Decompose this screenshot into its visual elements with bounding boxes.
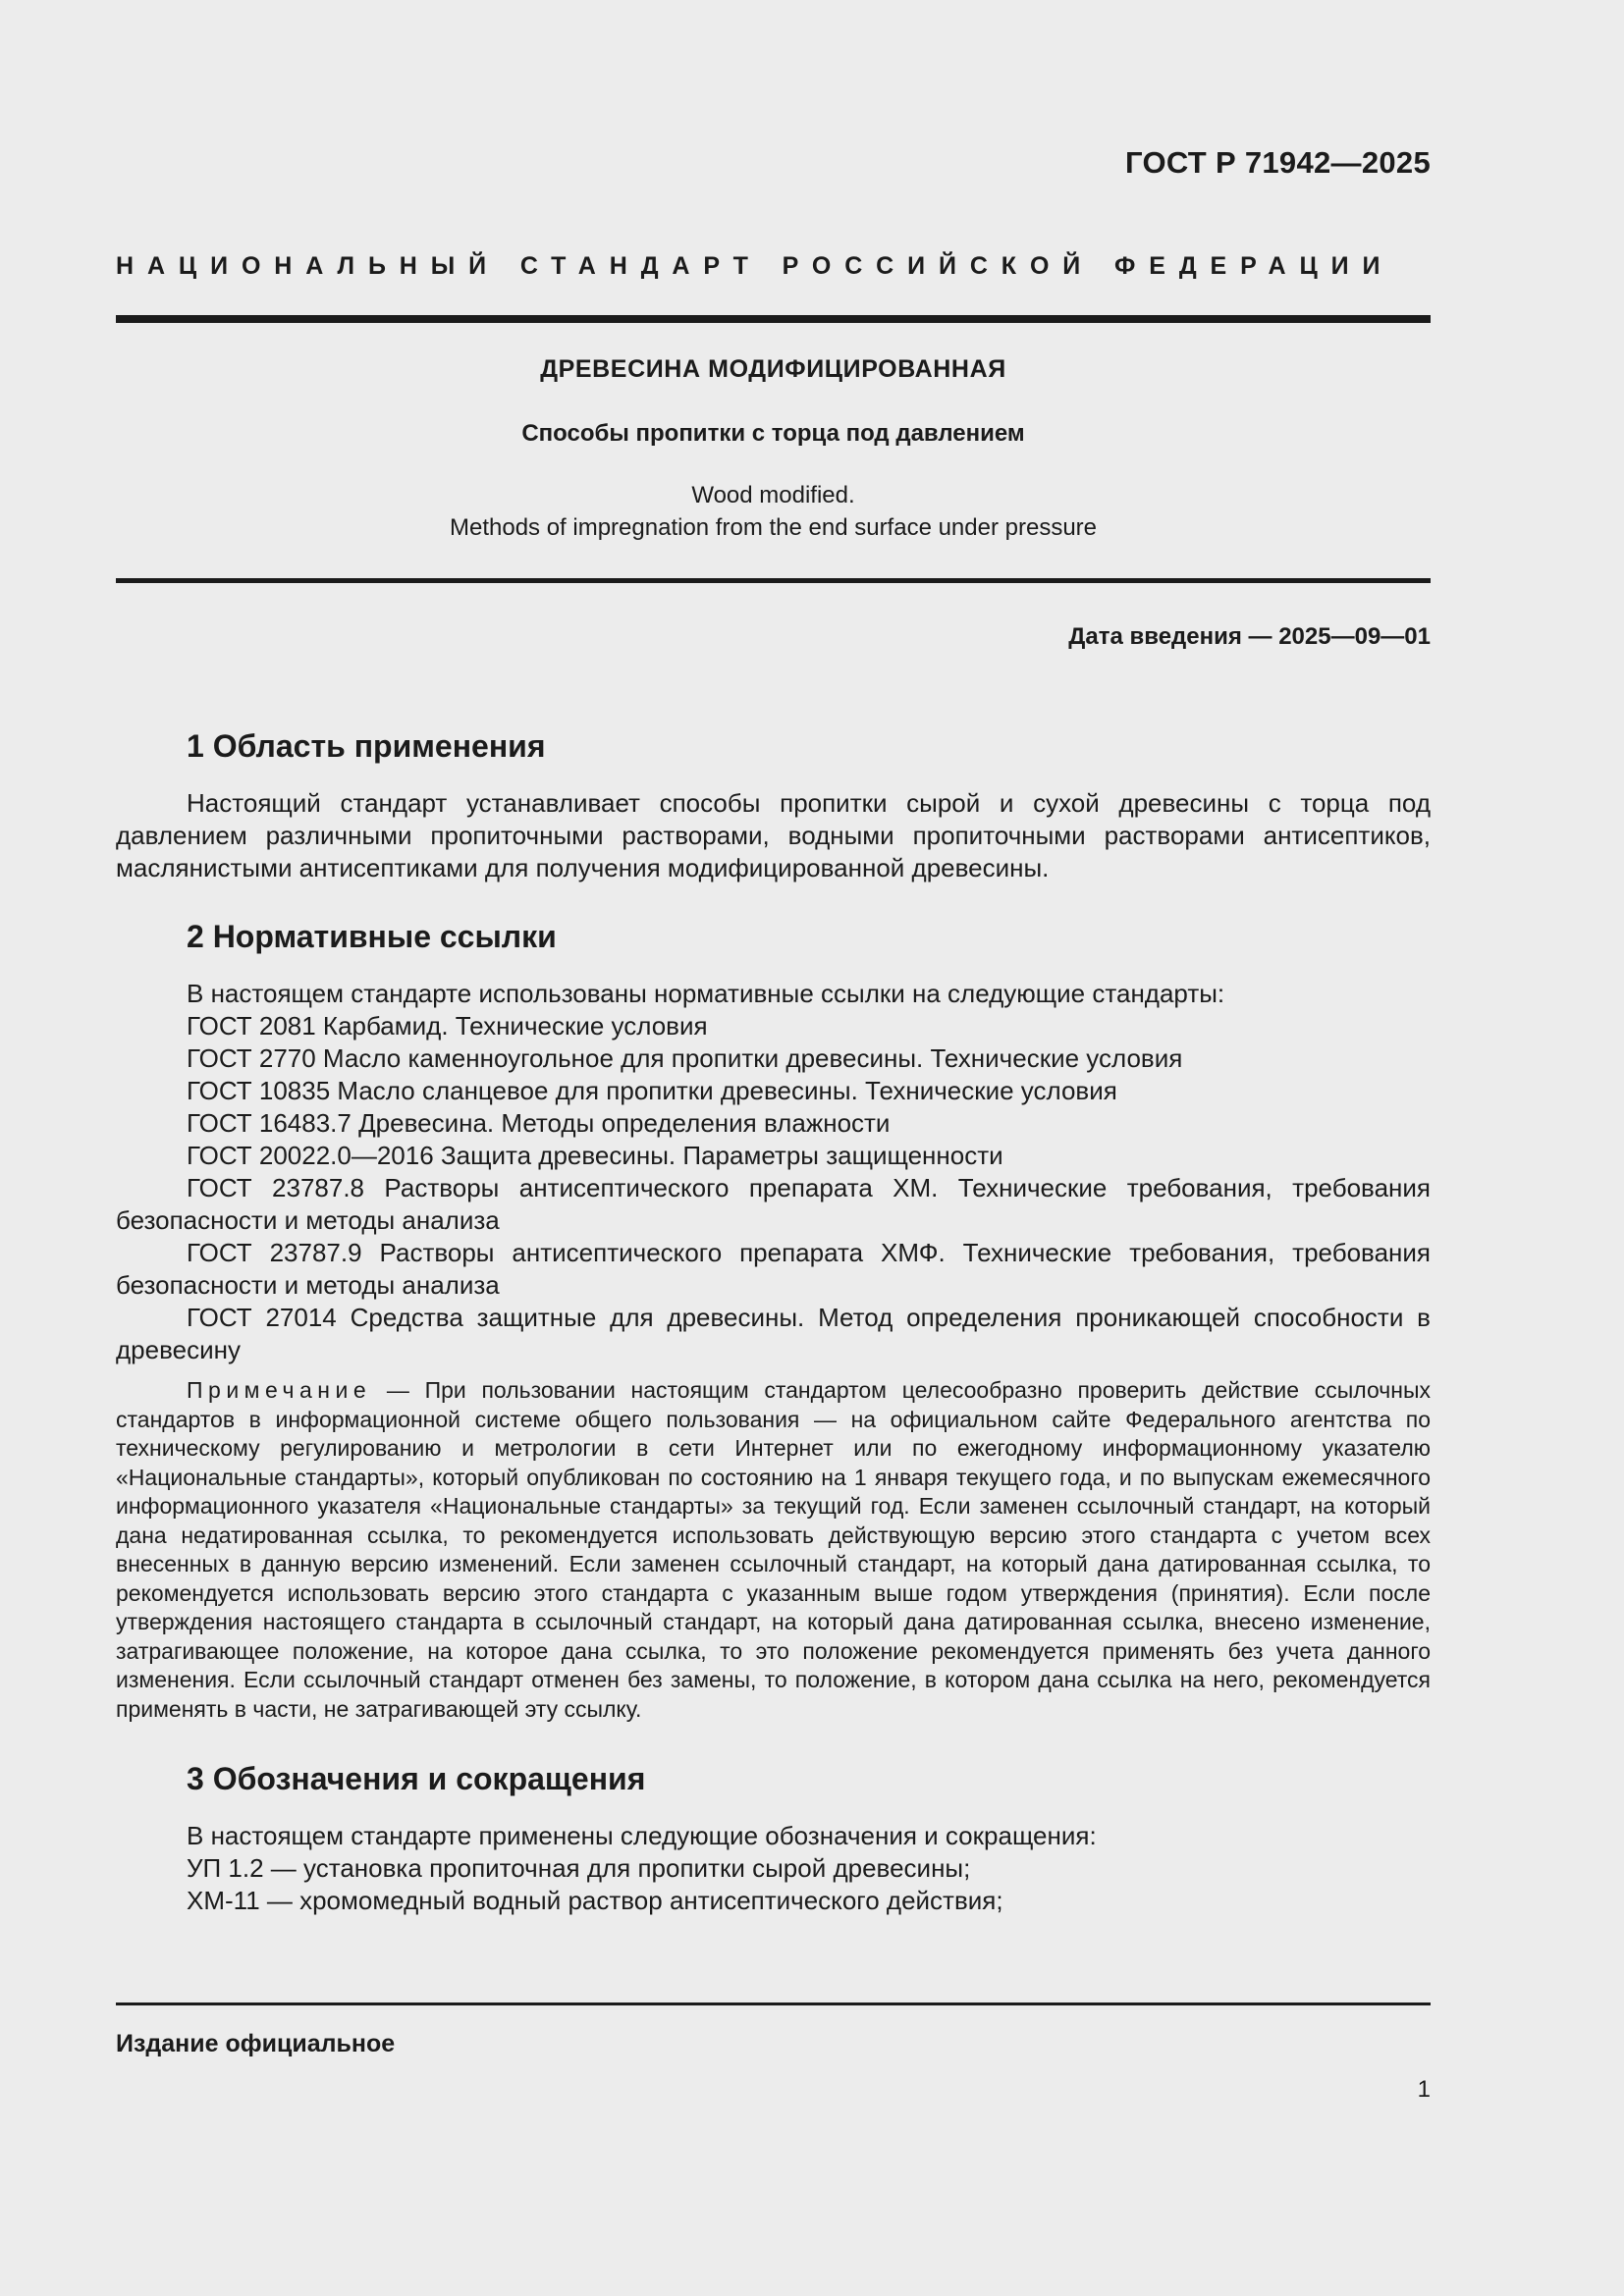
abbreviation-item: УП 1.2 — установка пропиточная для пропитки сырой древесины;	[187, 1853, 971, 1883]
title-rule	[116, 578, 1431, 583]
document-subtitle: Способы пропитки с торца под давлением	[521, 420, 1025, 447]
reference-item: ГОСТ 16483.7 Древесина. Методы определения влажности	[187, 1108, 891, 1138]
english-title-line-1: Wood modified.	[691, 482, 855, 508]
document-body	[116, 726, 1431, 1917]
section-1-text: Настоящий стандарт устанавливает способы пропитки сырой и сухой древесины с торца под давлением различными пропиточными растворами, водными пропиточными растворами антисептиков, маслянистыми антисептиками для получения модифицированной древесины.	[116, 788, 1431, 882]
note-text: — При пользовании настоящим стандартом целесообразно проверить действие ссылочных стандартов в информационной системе общего пользования — на официальном сайте Федерального агентства по техническому регулированию и метрологии в сети Интернет или по ежегодному информационному указателю «Национальные стандарты», который опубликован по состоянию на 1 января текущего года, и по выпускам ежемесячного информационного указателя «Национальные стандарты» за текущий год. Если заменен ссылочный стандарт, на который дана недатированная ссылка, то рекомендуется использовать действующую версию этого стандарта с учетом всех внесенных в данную версию изменений. Если заменен ссылочный стандарт, на который дана датированная ссылка, то рекомендуется использовать версию этого стандарта с указанным выше годом утверждения (принятия). Если после утверждения настоящего стандарта в ссылочный стандарт, на который дана датированная ссылка, внесено изменение, затрагивающее положение, на которое дана ссылка, то это положение рекомендуется применять без учета данного изменения. Если ссылочный стандарт отменен без замены, то положение, в котором дана ссылка на него, рекомендуется применять в части, не затрагивающей эту ссылку.	[116, 1377, 1431, 1722]
section-1-heading: 1 Область применения	[187, 728, 546, 764]
reference-item: ГОСТ 2770 Масло каменноугольное для пропитки древесины. Технические условия	[187, 1043, 1183, 1073]
national-standard-banner: НАЦИОНАЛЬНЫЙ СТАНДАРТ РОССИЙСКОЙ ФЕДЕРАЦИИ	[116, 252, 1394, 280]
reference-item: ГОСТ 27014 Средства защитные для древесины. Метод определения проникающей способности в древесину	[116, 1303, 1431, 1364]
reference-item: ГОСТ 23787.8 Растворы антисептического препарата ХМ. Технические требования, требования безопасности и методы анализа	[116, 1173, 1431, 1235]
english-title	[116, 479, 1431, 544]
section-2-intro: В настоящем стандарте использованы нормативные ссылки на следующие стандарты:	[187, 979, 1225, 1008]
section-3-intro: В настоящем стандарте применены следующие обозначения и сокращения:	[187, 1821, 1097, 1850]
reference-item: ГОСТ 20022.0—2016 Защита древесины. Параметры защищенности	[187, 1141, 1003, 1170]
introduction-date: Дата введения — 2025—09—01	[1068, 623, 1431, 650]
note-paragraph	[116, 1376, 1431, 1724]
reference-item: ГОСТ 2081 Карбамид. Технические условия	[187, 1011, 708, 1041]
note-label: Примечание	[187, 1377, 372, 1403]
document-number: ГОСТ Р 71942—2025	[1125, 145, 1431, 180]
footer-rule	[116, 2002, 1431, 2005]
document-title: ДРЕВЕСИНА МОДИФИЦИРОВАННАЯ	[540, 355, 1006, 383]
english-title-line-2: Methods of impregnation from the end surface under pressure	[449, 514, 1098, 541]
abbreviation-item: ХМ-11 — хромомедный водный раствор антисептического действия;	[187, 1886, 1003, 1915]
reference-item: ГОСТ 10835 Масло сланцевое для пропитки древесины. Технические условия	[187, 1076, 1117, 1105]
section-2-heading: 2 Нормативные ссылки	[187, 919, 557, 954]
section-3-heading: 3 Обозначения и сокращения	[187, 1761, 646, 1796]
top-rule	[116, 315, 1431, 323]
page-number: 1	[1417, 2076, 1431, 2103]
official-edition-label: Издание официальное	[116, 2030, 396, 2057]
reference-item: ГОСТ 23787.9 Растворы антисептического препарата ХМФ. Технические требования, требования безопасности и методы анализа	[116, 1238, 1431, 1300]
